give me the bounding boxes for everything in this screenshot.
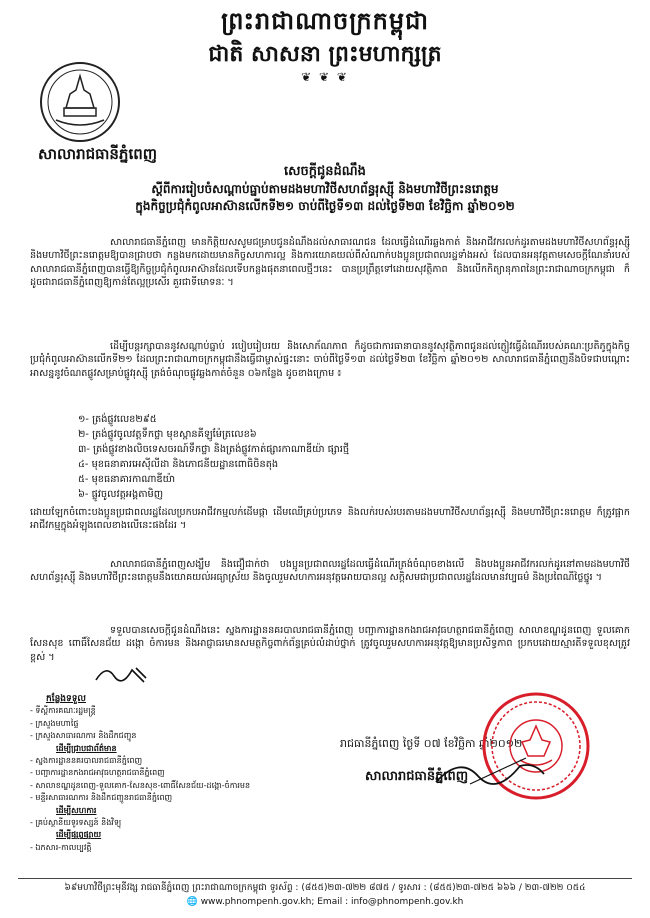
issue-date: រាជធានីភ្នំពេញ ថ្ងៃទី ០៧ ខែវិច្ឆិកា ឆ្នាំ២០១២: [340, 737, 523, 750]
motto-heading: ជាតិ សាសនា ព្រះមហាក្សត្រ: [208, 42, 442, 67]
handwritten-initials: [92, 662, 152, 686]
list-item: ៤- មុខធនាគារអេស៊ីលីដា និងភោជនីយដ្ឋានពោធិចិនតុង: [78, 459, 279, 470]
list-item: - គ្រប់ស្ថានីយទូរទស្សន៍ និងវិទ្យុ: [30, 818, 122, 828]
list-item: ២- ត្រង់ផ្លូវចូលវត្តទឹកថ្លា មុខស្ពានគីឡូម៉ែត្រលេខ៦: [78, 429, 257, 440]
notice-title: សេចក្តីជូនដំណឹង: [284, 164, 366, 179]
footer-web-email[interactable]: www.phnompenh.gov.kh; Email : info@phnompenh.gov.kh: [200, 897, 464, 907]
recipients-title: កន្លែងទទួល: [46, 694, 86, 704]
paragraph-cooperation: សាលារាជធានីភ្នំពេញសង្ឃឹម និងជឿជាក់ថា បងប្អូនប្រជាពលរដ្ឋដែលធ្វើដំណើរត្រង់ចំណុចខាងលើ និងបងប្អូនអាជីវករលក់ដូរនៅតាមដងមហាវិថីសហព័ន្ធរុស្ស៊ី និងមហាវិថីព្រះនរោត្តមនឹងយោគយល់អធ្យាស្រ័យ និងចូលរួមសហការអនុវត្តអោយបានល្អ សក្តិសមជាប្រជាពលរដ្ឋដែលមានវប្បធម៌ និងប្រពៃណីថ្លៃថ្នូរ ។: [30, 559, 630, 584]
recipients-list: [30, 693, 290, 854]
footer-divider: [18, 878, 632, 879]
notice-date-range-line: ក្នុងកិច្ចប្រជុំកំពូលអាស៊ានលើកទី២១ ចាប់ពីថ្ងៃទី១៣ ដល់ថ្ងៃទី២៣ ខែវិច្ឆិកា ឆ្នាំ២០១២: [135, 199, 515, 213]
paragraph-closure: ដើម្បីបន្តរក្សាបាននូវសណ្តាប់ធ្នាប់ របៀបរៀបរយ និងសោភ័ណភាព ក៏ដូចជាការធានាបាននូវសុវត្ថិភាពជូនដល់ភ្ញៀវធ្វើដំណើររបស់គណៈប្រតិភូក្នុងកិច្ចប្រជុំកំពូលអាស៊ានលើកទី២១ ដែលព្រះរាជាណាចក្រកម្ពុជានឹងធ្វើជាម្ចាស់ផ្ទះនោះ ចាប់ពីថ្ងៃទី១៣ ដល់ថ្ងៃទី២៣ ខែវិច្ឆិកា ឆ្នាំ២០១២ សាលារាជធានីភ្នំពេញនឹងបិទជាបណ្តោះអាសន្ននូវចំណតផ្លូវសម្រាប់ផ្លូវរុស្ស៊ី ត្រង់ចំណុចផ្លូវឆ្លងកាត់ចំនួន ០៦កន្លែង ដូចខាងក្រោម ៖: [30, 341, 630, 379]
closed-locations-list: [78, 412, 349, 502]
list-item: - ក្រសួងសាធារណការ និងដឹកជញ្ជូន: [30, 731, 137, 741]
paragraph-vendors: ដោយឡែកចំពោះបងប្អូនប្រជាពលរដ្ឋដែលប្រកបអាជីវកម្មលក់ដើមផ្កា ដើមឈើគ្រប់ប្រភេទ និងលក់របស់របរតាមដងមហាវិថីសហព័ន្ធរុស្ស៊ី និងមហាវិថីព្រះនរោត្តម ក៏ត្រូវផ្អាកអាជីវកម្មក្នុងអំឡុងពេលខាងលើនេះផងដែរ ។: [30, 507, 630, 532]
list-item: - ស្នងការដ្ឋាននគរបាលរាជធានីភ្នំពេញ: [30, 756, 143, 766]
recipients-purpose-cooperate: ដើម្បីសហការ: [56, 805, 97, 815]
signature-icon: [430, 752, 550, 792]
footer-address: ៦៩មហាវិថីព្រះមុនីវង្ស រាជធានីភ្នំពេញ ព្រះរាជាណាចក្រកម្ពុជា ទូរស័ព្ទ : (៨៥៥)២៣-៧២២ ៨៧៥ / ទូរសារ : (៨៥៥)២៣-៧២៥ ៦៦៦ / ២៣-៧២២ ០៥៤: [64, 883, 586, 893]
sender-office: សាលារាជធានីភ្នំពេញ: [38, 145, 158, 163]
signature-office: សាលារាជធានីភ្នំពេញ: [365, 769, 469, 784]
ornament-divider: ❦ ❦ ❦: [301, 70, 349, 84]
list-item: ៣- ត្រង់ផ្លូវខាងលិចទេសចរណ៍ទឹកថ្លា និងត្រង់ផ្លូវកាត់ផ្សារកាណាឌីយ៉ា ផ្សារថ្មី: [78, 444, 350, 455]
list-item: - សាលាខណ្ឌដូនពេញ-ទួលគោក-សែនសុខ-ពោធិ៍សែនជ័យ-ដង្កោ-ចំការមន: [30, 780, 251, 790]
list-item: ១- ត្រង់ផ្លូវលេខ២៩៥: [78, 414, 157, 425]
list-item: - ឯកសារ-កាលប្បវត្តិ: [30, 842, 92, 852]
globe-icon: 🌐: [186, 897, 201, 907]
recipients-purpose-broadcast: ដើម្បីផ្សព្វផ្សាយ: [56, 830, 102, 840]
paragraph-intro: សាលារាជធានីភ្នំពេញ មានកិត្តិយសសូមជម្រាបជូនដំណឹងដល់សាធារណជន ដែលធ្វើដំណើរឆ្លងកាត់ និងអាជីវករលក់ដូរតាមដងមហាវិថីសហព័ន្ធរុស្ស៊ី និងមហាវិថីព្រះនរោត្តមឱ្យបានជ្រាបថា កន្លងមកដោយមានកិច្ចសហការល្អ និងការយោគយល់ពីសំណាក់បងប្អូនប្រជាពលរដ្ឋទាំងអស់ ដែលបានអនុវត្តតាមសេចក្តីណែនាំរបស់សាលារាជធានីភ្នំពេញបានធ្វើឱ្យកិច្ចប្រជុំកំពូលអាស៊ានដែលទើបកន្លងផុតនាពេលថ្មីៗនេះ បានប្រព្រឹត្តទៅដោយសុវត្ថិភាព និងលើកកិត្យានុភាពនៃព្រះរាជាណាចក្រកម្ពុជា ក៏ដូចជារាជធានីភ្នំពេញឱ្យកាន់តែល្អប្រសើរ គួរជាទីមោទនៈ ។: [30, 237, 630, 289]
city-hall-emblem: [40, 62, 120, 142]
list-item: - បញ្ជាការដ្ឋានកងរាជអាវុធហត្ថរាជធានីភ្នំពេញ: [30, 768, 165, 778]
recipients-purpose-info: ដើម្បីជ្រាបជាព័ត៌មាន: [56, 743, 117, 753]
notice-subject-line: ស្តីពីការរៀបចំសណ្តាប់ធ្នាប់តាមដងមហាវិថីសហព័ន្ធរុស្ស៊ី និងមហាវិថីព្រះនរោត្តម: [151, 182, 499, 196]
emblem-temple-icon: [42, 64, 118, 140]
list-item: - មន្ទីរសាធារណការ និងដឹកជញ្ជូនរាជធានីភ្នំពេញ: [30, 793, 173, 803]
paragraph-authorities: ទទួលបានសេចក្តីជូនដំណឹងនេះ ស្នងការដ្ឋាននគរបាលរាជធានីភ្នំពេញ បញ្ជាការដ្ឋានកងរាជអាវុធហត្ថរាជធានីភ្នំពេញ សាលាខណ្ឌដូនពេញ ទួលគោក សែនសុខ ពោធិ៍សែនជ័យ ដង្កោ ចំការមន និងអាជ្ញាធរមានសមត្ថកិច្ចពាក់ព័ន្ធគ្រប់លំដាប់ថ្នាក់ ត្រូវចូលរួមសហការអនុវត្តឱ្យមានប្រសិទ្ធភាព ប្រកបដោយស្មារតីទទួលខុសត្រូវខ្ពស់ ។: [30, 625, 630, 663]
list-item: ៥- មុខធនាគារកាណាឌីយ៉ា: [78, 474, 176, 485]
list-item: ៦- ផ្លូវចូលវត្តអង្គតាមិញ: [78, 489, 164, 500]
footer-contact: [0, 897, 650, 907]
list-item: - ក្រសួងមហាផ្ទៃ: [30, 718, 79, 728]
kingdom-heading: ព្រះរាជាណាចក្រកម្ពុជា: [221, 7, 429, 35]
list-item: - ទីស្តីការគណៈរដ្ឋមន្ត្រី: [30, 706, 96, 716]
